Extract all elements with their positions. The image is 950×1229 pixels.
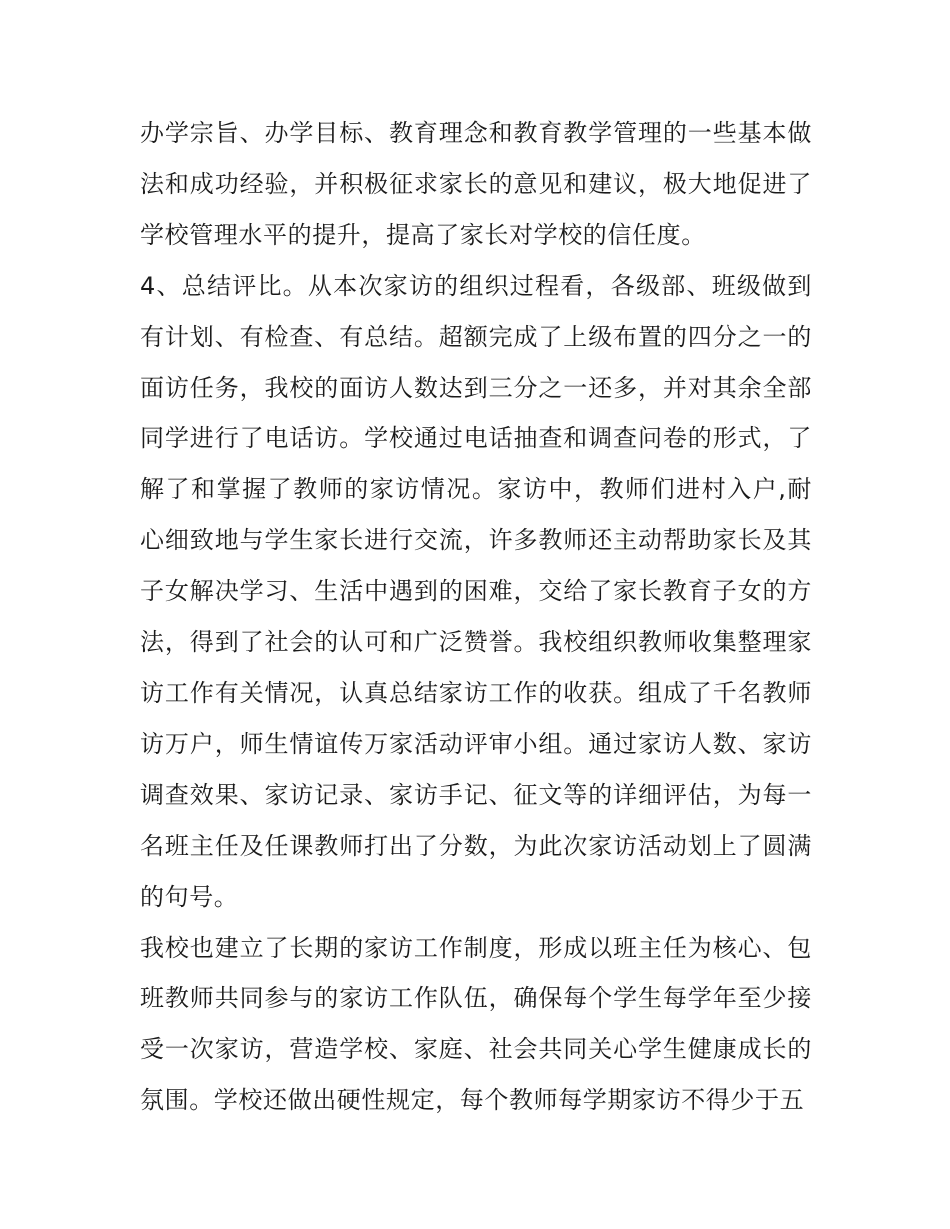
- paragraph-home-visit-system: 我校也建立了长期的家访工作制度，形成以班主任为核心、包班教师共同参与的家访工作队伍，确保每个学生每学年至少接受一次家访，营造学校、家庭、社会共同关心学生健康成长的氛围。学校还做出硬性规定，每个教师每学期家访不得少于五: [140, 933, 812, 1115]
- paragraph-summary-evaluation: 4、总结评比。从本次家访的组织过程看，各级部、班级做到有计划、有检查、有总结。超额完成了上级布置的四分之一的面访任务，我校的面访人数达到三分之一还多，并对其余全部同学进行了电话访。学校通过电话抽查和调查问卷的形式，了解了和掌握了教师的家访情况。家访中，教师们进村入户,耐心细致地与学生家长进行交流，许多教师还主动帮助家长及其子女解决学习、生活中遇到的困难，交给了家长教育子女的方法，得到了社会的认可和广泛赞誉。我校组织教师收集整理家访工作有关情况，认真总结家访工作的收获。组成了千名教师访万户，师生情谊传万家活动评审小组。通过家访人数、家访调查效果、家访记录、家访手记、征文等的详细评估，为每一名班主任及任课教师打出了分数，为此次家访活动划上了圆满的句号。: [140, 271, 812, 911]
- document-body: [140, 108, 812, 1126]
- paragraph-school-philosophy: 办学宗旨、办学目标、教育理念和教育教学管理的一些基本做法和成功经验，并积极征求家长的意见和建议，极大地促进了学校管理水平的提升，提高了家长对学校的信任度。: [140, 119, 812, 249]
